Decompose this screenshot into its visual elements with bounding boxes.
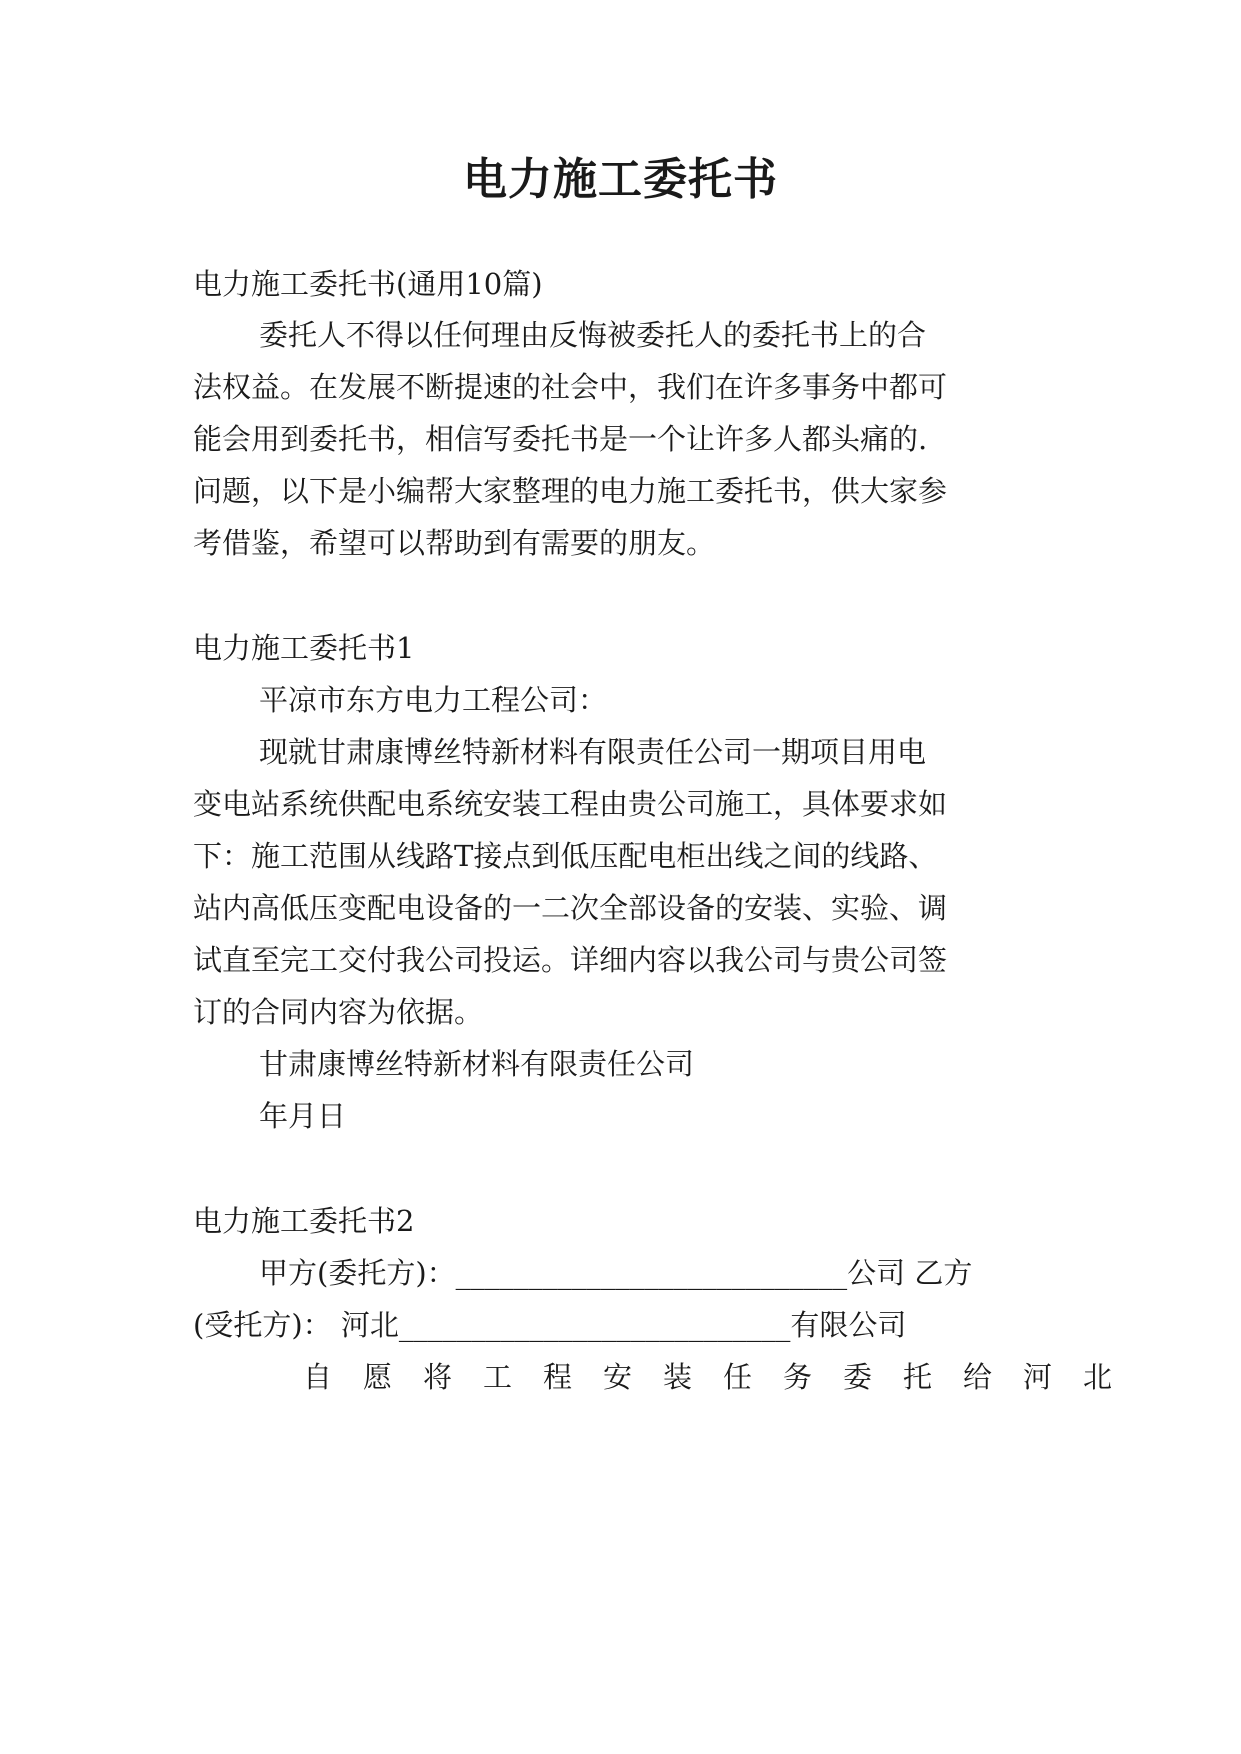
intro-line-4: 问题，以下是小编帮大家整理的电力施工委托书，供大家参 bbox=[193, 474, 948, 508]
section-1-body-line-4: 站内高低压变配电设备的一二次全部设备的安装、实验、调 bbox=[193, 891, 948, 925]
section-1-date: 年月日 bbox=[259, 1099, 347, 1133]
intro-line-1: 委托人不得以任何理由反悔被委托人的委托书上的合 bbox=[259, 318, 927, 352]
intro-line-2: 法权益。在发展不断提速的社会中，我们在许多事务中都可 bbox=[193, 370, 948, 404]
section-1-body-line-6: 订的合同内容为依据。 bbox=[193, 995, 484, 1029]
section-2-line-2: (受托方)： 河北___________________________有限公司 bbox=[193, 1308, 907, 1342]
section-1-body-line-2: 变电站系统供配电系统安装工程由贵公司施工，具体要求如 bbox=[193, 787, 948, 821]
section-2-heading: 电力施工委托书2 bbox=[193, 1204, 415, 1238]
intro-line-3: 能会用到委托书，相信写委托书是一个让许多人都头痛的. bbox=[193, 422, 928, 456]
document-title: 电力施工委托书 bbox=[463, 154, 778, 205]
section-2-line-1: 甲方(委托方)：___________________________公司 乙方 bbox=[259, 1256, 973, 1290]
intro-line-5: 考借鉴，希望可以帮助到有需要的朋友。 bbox=[193, 526, 716, 560]
section-1-body-line-1: 现就甘肃康博丝特新材料有限责任公司一期项目用电 bbox=[259, 735, 927, 769]
document-subtitle: 电力施工委托书(通用10篇) bbox=[193, 267, 543, 301]
section-1-signature: 甘肃康博丝特新材料有限责任公司 bbox=[259, 1047, 695, 1081]
section-1-addressee: 平凉市东方电力工程公司： bbox=[259, 683, 608, 717]
section-1-heading: 电力施工委托书1 bbox=[193, 631, 415, 665]
section-1-body-line-3: 下：施工范围从线路T接点到低压配电柜出线之间的线路、 bbox=[193, 839, 938, 873]
section-1-body-line-5: 试直至完工交付我公司投运。详细内容以我公司与贵公司签 bbox=[193, 943, 948, 977]
section-2-line-3: 自愿将工程安装任务委托给河北 bbox=[303, 1360, 1144, 1394]
